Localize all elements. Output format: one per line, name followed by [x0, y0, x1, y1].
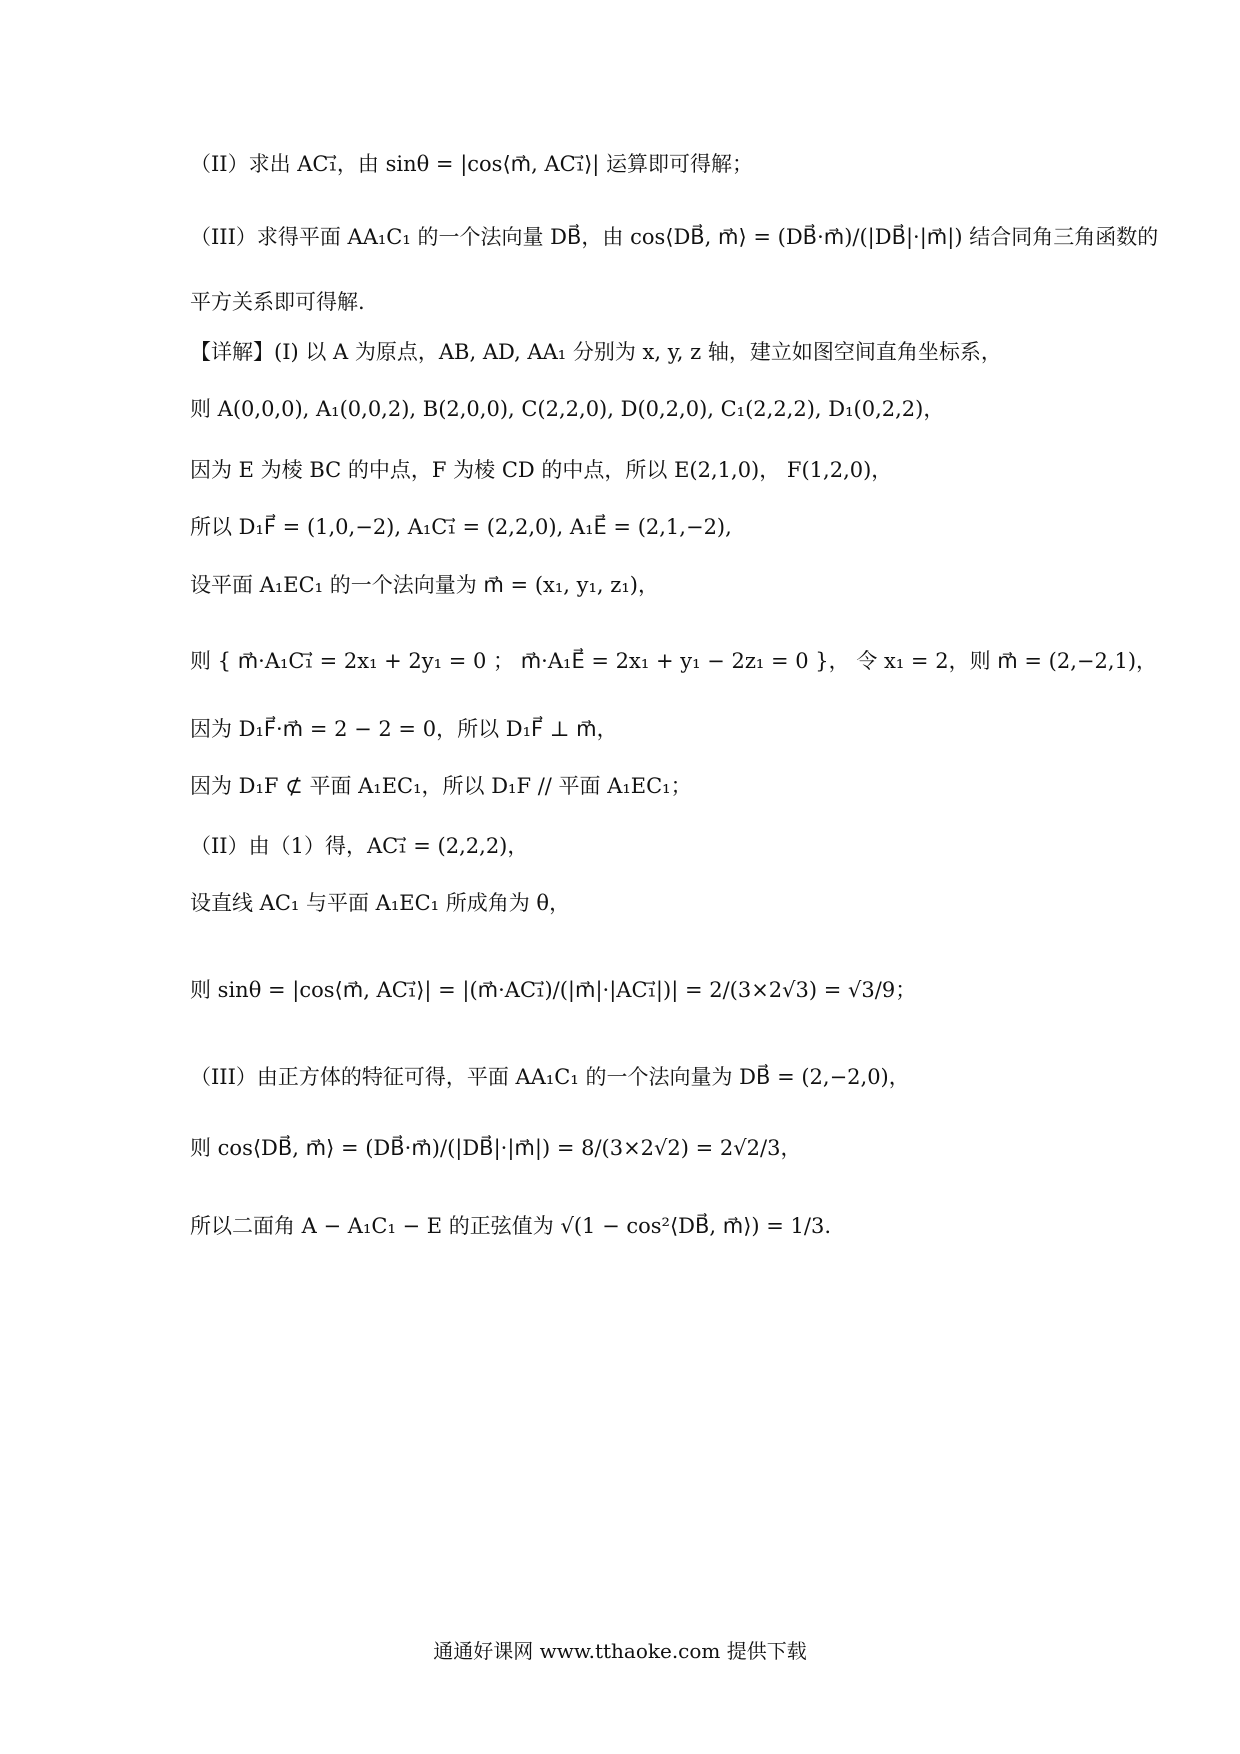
text-line: （III）由正方体的特征可得，平面 AA₁C₁ 的一个法向量为 DB⃗ = (2,−2,0)， [190, 1065, 910, 1089]
text-line: 则 cos⟨DB⃗, m⃗⟩ = (DB⃗·m⃗)/(|DB⃗|·|m⃗|) = 8/(3×2√2) = 2√2/3， [190, 1136, 802, 1160]
text-line: 所以 D₁F⃗ = (1,0,−2), A₁C₁⃗ = (2,2,0), A₁E⃗ = (2,1,−2), [190, 515, 732, 539]
text-line: 则 A(0,0,0), A₁(0,0,2), B(2,0,0), C(2,2,0), D(0,2,0), C₁(2,2,2), D₁(0,2,2)， [190, 397, 945, 421]
text-line: 因为 D₁F ⊄ 平面 A₁EC₁，所以 D₁F // 平面 A₁EC₁； [190, 774, 692, 798]
page-footer: 通通好课网 www.tthaoke.com 提供下载 [433, 1639, 807, 1663]
text-line: 因为 D₁F⃗·m⃗ = 2 − 2 = 0，所以 D₁F⃗ ⊥ m⃗， [190, 717, 618, 741]
text-line: 则 sinθ = |cos⟨m⃗, AC₁⃗⟩| = |(m⃗·AC₁⃗)/(|m⃗|·|AC₁⃗|)| = 2/(3×2√3) = √3/9； [190, 978, 917, 1002]
text-line: 平方关系即可得解. [190, 290, 365, 314]
text-line: 设平面 A₁EC₁ 的一个法向量为 m⃗ = (x₁, y₁, z₁)， [190, 573, 659, 597]
text-line: 设直线 AC₁ 与平面 A₁EC₁ 所成角为 θ， [190, 891, 571, 915]
text-line: （II）由（1）得，AC₁⃗ = (2,2,2)， [190, 834, 529, 858]
text-line: 则 { m⃗·A₁C₁⃗ = 2x₁ + 2y₁ = 0 ； m⃗·A₁E⃗ = 2x₁ + y₁ − 2z₁ = 0 }， 令 x₁ = 2，则 m⃗ = (2,−2,1)， [190, 649, 1158, 673]
text-line: 所以二面角 A − A₁C₁ − E 的正弦值为 √(1 − cos²⟨DB⃗, m⃗⟩) = 1/3. [190, 1214, 832, 1238]
text-line: （II）求出 AC₁⃗，由 sinθ = |cos⟨m⃗, AC₁⃗⟩| 运算即可得解； [190, 152, 754, 176]
text-line: 因为 E 为棱 BC 的中点，F 为棱 CD 的中点，所以 E(2,1,0)， F(1,2,0)， [190, 458, 893, 482]
text-line: （III）求得平面 AA₁C₁ 的一个法向量 DB⃗，由 cos⟨DB⃗, m⃗⟩ = (DB⃗·m⃗)/(|DB⃗|·|m⃗|) 结合同角三角函数的 [190, 225, 1159, 249]
text-line: 【详解】(I) 以 A 为原点，AB, AD, AA₁ 分别为 x, y, z 轴，建立如图空间直角坐标系， [190, 340, 1002, 364]
